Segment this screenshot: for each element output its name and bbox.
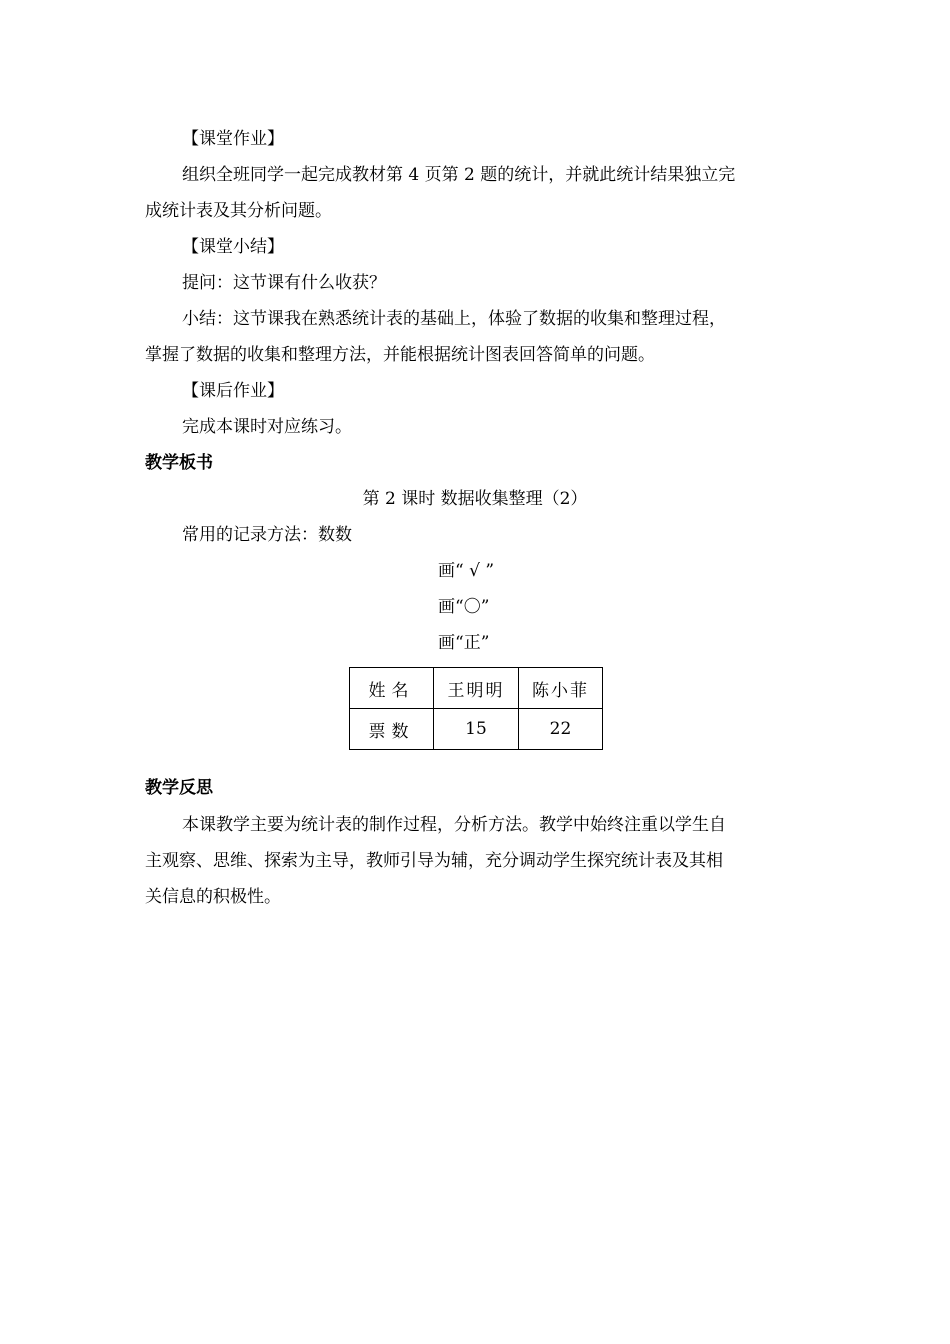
- reflection-heading: 教学反思: [145, 778, 213, 798]
- vote-table: [349, 667, 603, 750]
- table-cell-name-1: 王明明: [434, 668, 519, 709]
- reflection-text-line-3: 关信息的积极性。: [145, 887, 281, 907]
- board-method-circle: 画“〇”: [438, 597, 490, 617]
- homework-text: 完成本课时对应练习。: [182, 417, 352, 437]
- summary-heading: 【课堂小结】: [182, 237, 284, 257]
- board-methods-label: 常用的记录方法：数数: [182, 525, 352, 545]
- table-cell-votes-label: 票数: [350, 709, 434, 750]
- reflection-text-line-1: 本课教学主要为统计表的制作过程，分析方法。教学中始终注重以学生自: [182, 815, 726, 835]
- summary-text-line-2: 掌握了数据的收集和整理方法，并能根据统计图表回答简单的问题。: [145, 345, 655, 365]
- table-cell-votes-2: 22: [519, 709, 603, 750]
- table-row: [350, 709, 603, 750]
- table-cell-name-2: 陈小菲: [519, 668, 603, 709]
- classwork-text-line-2: 成统计表及其分析问题。: [145, 201, 332, 221]
- board-method-check: 画“ √ ”: [438, 561, 495, 581]
- homework-heading: 【课后作业】: [182, 381, 284, 401]
- board-heading: 教学板书: [145, 453, 213, 473]
- reflection-text-line-2: 主观察、思维、探索为主导，教师引导为辅，充分调动学生探究统计表及其相: [145, 851, 723, 871]
- board-title: 第 2 课时 数据收集整理（2）: [362, 489, 588, 509]
- summary-question: 提问：这节课有什么收获？: [182, 273, 386, 293]
- classwork-heading: 【课堂作业】: [182, 129, 284, 149]
- table-header-row: [350, 668, 603, 709]
- table-cell-votes-1: 15: [434, 709, 519, 750]
- classwork-text-line-1: 组织全班同学一起完成教材第 4 页第 2 题的统计，并就此统计结果独立完: [182, 165, 736, 185]
- summary-text-line-1: 小结：这节课我在熟悉统计表的基础上，体验了数据的收集和整理过程，: [182, 309, 726, 329]
- board-method-zheng: 画“正”: [438, 633, 490, 653]
- table-cell-name-label: 姓名: [350, 668, 434, 709]
